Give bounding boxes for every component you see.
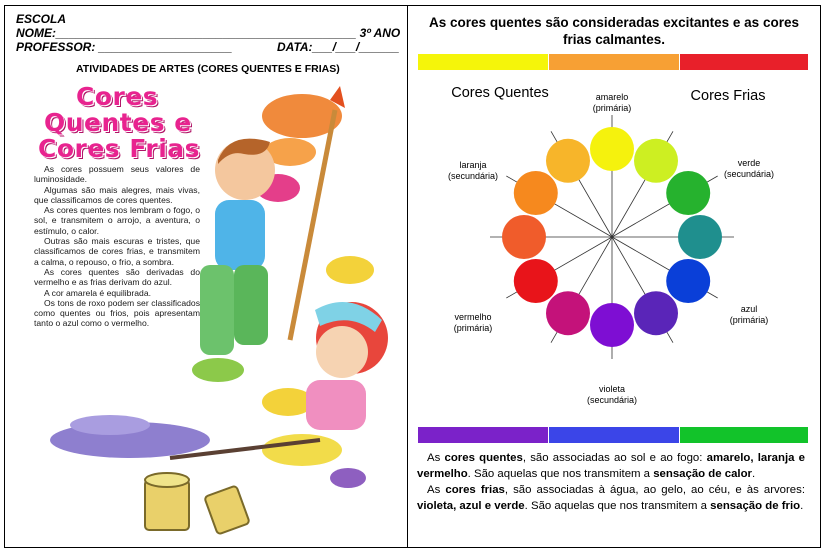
- wheel-color-name: amarelo: [595, 92, 629, 102]
- cold-colors-paragraph: As cores frias, são associadas à água, ao gelo, ao céu, e às arvores: violeta, azul e verde. São aquelas que nos transmitem a sensação de frio.: [417, 484, 806, 512]
- warm-colors-paragraph: As cores quentes, são associadas ao sol e ao fogo: amarelo, laranja e vermelho. São aquelas que nos transmitem a sensação de calor.: [417, 452, 806, 480]
- book-paragraph: As cores quentes são derivadas do vermelho e as frias derivam do azul.: [34, 266, 200, 288]
- wheel-color-circle: [590, 303, 634, 347]
- top-bar-orange: [549, 54, 679, 70]
- wheel-color-subtitle: (secundária): [447, 171, 499, 181]
- school-label: ESCOLA: [16, 12, 67, 26]
- book-illustration: [30, 80, 400, 542]
- book-title-line-2: Quentes e: [44, 108, 192, 137]
- wheel-color-subtitle: (secundária): [723, 169, 775, 179]
- cold-colors-label: Cores Frias: [690, 88, 766, 104]
- wheel-color-subtitle: (primária): [729, 315, 769, 325]
- book-title-line-1: Cores: [76, 82, 159, 111]
- book-paragraph: Outras são mais escuras e tristes, que classificamos de cores frias, e transmitem a calma, o repouso, o frio, a sombra.: [34, 236, 200, 267]
- bottom-bar-green: [680, 427, 808, 443]
- wheel-color-circle: [634, 139, 678, 183]
- wheel-color-circle: [546, 291, 590, 335]
- name-line: NOME:_____________________________________________ 3º ANO: [16, 26, 401, 40]
- warm-colors-label: Cores Quentes: [451, 85, 549, 101]
- wheel-color-circle: [666, 171, 710, 215]
- top-bar-red: [680, 54, 808, 70]
- wheel-color-subtitle: (primária): [453, 323, 493, 333]
- wheel-color-name: violeta: [598, 384, 626, 394]
- wheel-color-circle: [502, 215, 546, 259]
- teacher-line: PROFESSOR: ____________________: [16, 40, 233, 54]
- explanation-text: [417, 450, 805, 514]
- activity-title: ATIVIDADES DE ARTES (CORES QUENTES E FRIAS): [76, 63, 340, 75]
- book-paragraph: A cor amarela é equilibrada.: [44, 287, 152, 298]
- bottom-bar-violet: [418, 427, 548, 443]
- right-title: As cores quentes são consideradas excitantes e as cores frias calmantes.: [429, 15, 799, 47]
- wheel-color-circle: [678, 215, 722, 259]
- wheel-color-circle: [514, 171, 558, 215]
- wheel-color-name: azul: [740, 304, 758, 314]
- book-paragraph: As cores possuem seus valores de luminosidade.: [34, 164, 200, 185]
- wheel-color-name: vermelho: [454, 312, 492, 322]
- wheel-color-name: laranja: [459, 160, 487, 170]
- book-title-line-3: Cores Frias: [38, 134, 201, 163]
- wheel-color-subtitle: (secundária): [586, 395, 638, 405]
- wheel-color-subtitle: (primária): [592, 103, 632, 113]
- top-bar-yellow: [418, 54, 548, 70]
- wheel-color-name: verde: [737, 158, 761, 168]
- column-divider: [407, 5, 408, 548]
- wheel-color-circle: [546, 139, 590, 183]
- book-text: [34, 164, 200, 329]
- wheel-color-circle: [590, 127, 634, 171]
- book-paragraph: Os tons de roxo podem ser classificados como quentes ou frios, pois apresentam tanto o azul como o vermelho.: [34, 297, 200, 329]
- wheel-color-circle: [634, 291, 678, 335]
- bottom-bar-blue: [549, 427, 679, 443]
- book-paragraph: As cores quentes nos lembram o fogo, o sol, e transmitem o arrojo, a aventura, o estímulo, o calor.: [34, 205, 200, 236]
- book-paragraph: Algumas são mais alegres, mais vivas, que classificamos de cores quentes.: [34, 184, 200, 205]
- date-line: DATA:___/___/______: [277, 40, 400, 54]
- color-wheel: [415, 74, 809, 424]
- wheel-color-circle: [666, 259, 710, 303]
- wheel-color-circle: [514, 259, 558, 303]
